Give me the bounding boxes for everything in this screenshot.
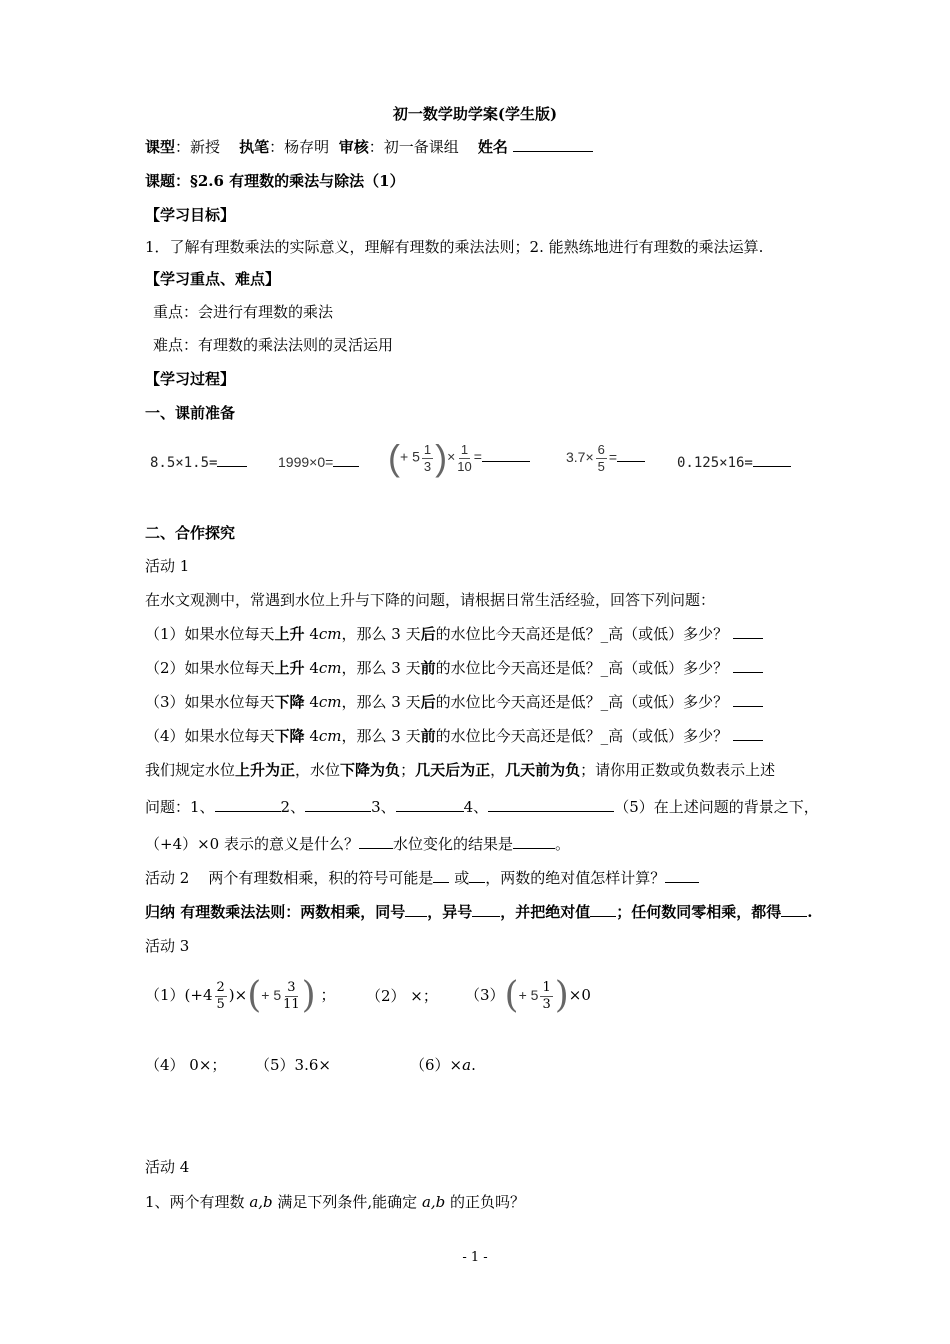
act4-question: 1、两个有理数 a,b 满足下列条件,能确定 a,b 的正负吗？: [145, 1193, 526, 1211]
reviewer-value: 初一备课组: [383, 138, 459, 156]
question-2: （2）如果水位每天上升 4cm，那么 3 天前的水位比今天高还是低？_高（或低）多少？: [145, 658, 763, 678]
act3-problem-6: （6）×a.: [410, 1056, 476, 1074]
question-1: （1）如果水位每天上升 4cm，那么 3 天后的水位比今天高还是低？_高（或低）多少？: [145, 624, 763, 644]
prep-expr-1: 8.5×1.5=: [150, 452, 247, 471]
right-paren: ): [435, 437, 448, 478]
summary-blank-4[interactable]: [781, 902, 807, 917]
summary-blank-1[interactable]: [405, 902, 427, 917]
type-label: 课型: [145, 138, 176, 156]
key-heading: 【学习重点、难点】: [145, 270, 281, 288]
result-blank[interactable]: [513, 834, 555, 849]
fraction: $\frac{1}{3}$: [542, 979, 551, 1012]
act3-problem-3: （3）(+ 5 $\frac{1}{3}$ )×0: [465, 975, 591, 1016]
answer-blank[interactable]: [733, 658, 763, 673]
fraction: $\frac{1}{3}$: [423, 441, 432, 474]
meaning-line: （+4）×0 表示的意义是什么？ 水位变化的结果是 。: [145, 835, 571, 853]
goals-text: 1．了解有理数乘法的实际意义，理解有理数的乘法法则；2. 能熟练地进行有理数的乘法运算.: [145, 238, 764, 256]
fraction: $\frac{2}{5}$: [216, 979, 225, 1012]
activity-2: 活动 2 两个有理数相乘，积的符号可能是 或 ，两数的绝对值怎样计算？: [145, 868, 699, 888]
sign-blank-2[interactable]: [469, 868, 485, 883]
act4-label: 活动 4: [145, 1158, 190, 1176]
prep-blank-3[interactable]: [482, 447, 530, 462]
prep-blank-2[interactable]: [333, 452, 359, 467]
page-number: - 1 -: [462, 1250, 488, 1265]
coop-heading: 二、合作探究: [145, 524, 236, 542]
prep-expr-2: 1999×0=: [278, 452, 359, 470]
answer-blank-3[interactable]: [396, 797, 464, 812]
question-3: （3）如果水位每天下降 4cm，那么 3 天后的水位比今天高还是低？_高（或低）多少？: [145, 692, 763, 712]
answer-blank[interactable]: [733, 726, 763, 741]
act3-label: 活动 3: [145, 937, 190, 955]
goals-heading: 【学习目标】: [145, 206, 236, 224]
act1-label: 活动 1: [145, 557, 190, 575]
summary-rule: 归纳 有理数乘法法则：两数相乘，同号 ，异号 ，并把绝对值 ；任何数同零相乘，都得 .: [145, 903, 813, 921]
fraction: $\frac{1}{10}$: [457, 441, 472, 474]
left-paren: (: [247, 975, 262, 1016]
prep-blank-5[interactable]: [753, 452, 791, 467]
meaning-blank[interactable]: [359, 834, 393, 849]
act3-problem-2: （2） ×；: [366, 987, 438, 1005]
prep-expr-3: (+ 5 $\frac{1}{3}$ )× $\frac{1}{10}$ =: [388, 440, 530, 476]
author-value: 杨存明: [284, 138, 330, 156]
question-4: （4）如果水位每天下降 4cm，那么 3 天前的水位比今天高还是低？_高（或低）多少？: [145, 726, 763, 746]
type-value: 新授: [190, 138, 221, 156]
summary-blank-2[interactable]: [472, 902, 500, 917]
key-point: 重点：会进行有理数的乘法: [153, 303, 334, 321]
prep-blank-1[interactable]: [217, 452, 247, 467]
right-paren: ): [554, 975, 569, 1016]
author-label: 执笔: [239, 138, 270, 156]
sign-blank-1[interactable]: [433, 868, 449, 883]
name-label: 姓名: [477, 138, 508, 156]
answer-blank[interactable]: [733, 624, 763, 639]
answers-line: 问题：1、 2、 3、 4、 （5）在上述问题的背景之下，: [145, 798, 819, 816]
answer-blank-1[interactable]: [215, 797, 281, 812]
process-heading: 【学习过程】: [145, 370, 236, 388]
page-title: 初一数学助学案(学生版): [392, 105, 558, 123]
act3-problem-1: （1）(+4 $\frac{2}{5}$ )×(+ 5 $\frac{3}{11}$ ) ；: [145, 975, 336, 1016]
name-blank[interactable]: [513, 137, 593, 152]
act3-problem-5: （5）3.6×: [255, 1056, 331, 1074]
reviewer-label: 审核: [338, 138, 369, 156]
prep-expr-5: 0.125×16=: [677, 452, 791, 471]
right-paren: ): [301, 975, 316, 1016]
summary-blank-3[interactable]: [590, 902, 616, 917]
answer-blank[interactable]: [733, 692, 763, 707]
act1-intro: 在水文观测中，常遇到水位上升与下降的问题，请根据日常生活经验，回答下列问题：: [145, 591, 716, 609]
left-paren: (: [504, 975, 519, 1016]
act3-problem-4: （4） 0×；: [145, 1056, 227, 1074]
prep-blank-4[interactable]: [617, 447, 645, 462]
left-paren: (: [388, 437, 400, 478]
prep-expr-4: 3.7× $\frac{6}{5}$ =: [566, 442, 645, 475]
fraction: $\frac{6}{5}$: [597, 442, 605, 474]
abs-blank[interactable]: [665, 868, 699, 883]
fraction: $\frac{3}{11}$: [283, 979, 300, 1012]
prep-heading: 一、课前准备: [145, 404, 236, 422]
answer-blank-4[interactable]: [488, 797, 614, 812]
meta-line: 课型：新授 执笔：杨存明 审核：初一备课组 姓名: [145, 137, 593, 157]
rule-line: 我们规定水位上升为正，水位下降为负；几天后为正，几天前为负；请你用正数或负数表示上述: [145, 761, 776, 779]
difficulty: 难点：有理数的乘法法则的灵活运用: [153, 336, 394, 354]
answer-blank-2[interactable]: [305, 797, 371, 812]
topic: 课题：§2.6 有理数的乘法与除法（1）: [145, 172, 405, 190]
